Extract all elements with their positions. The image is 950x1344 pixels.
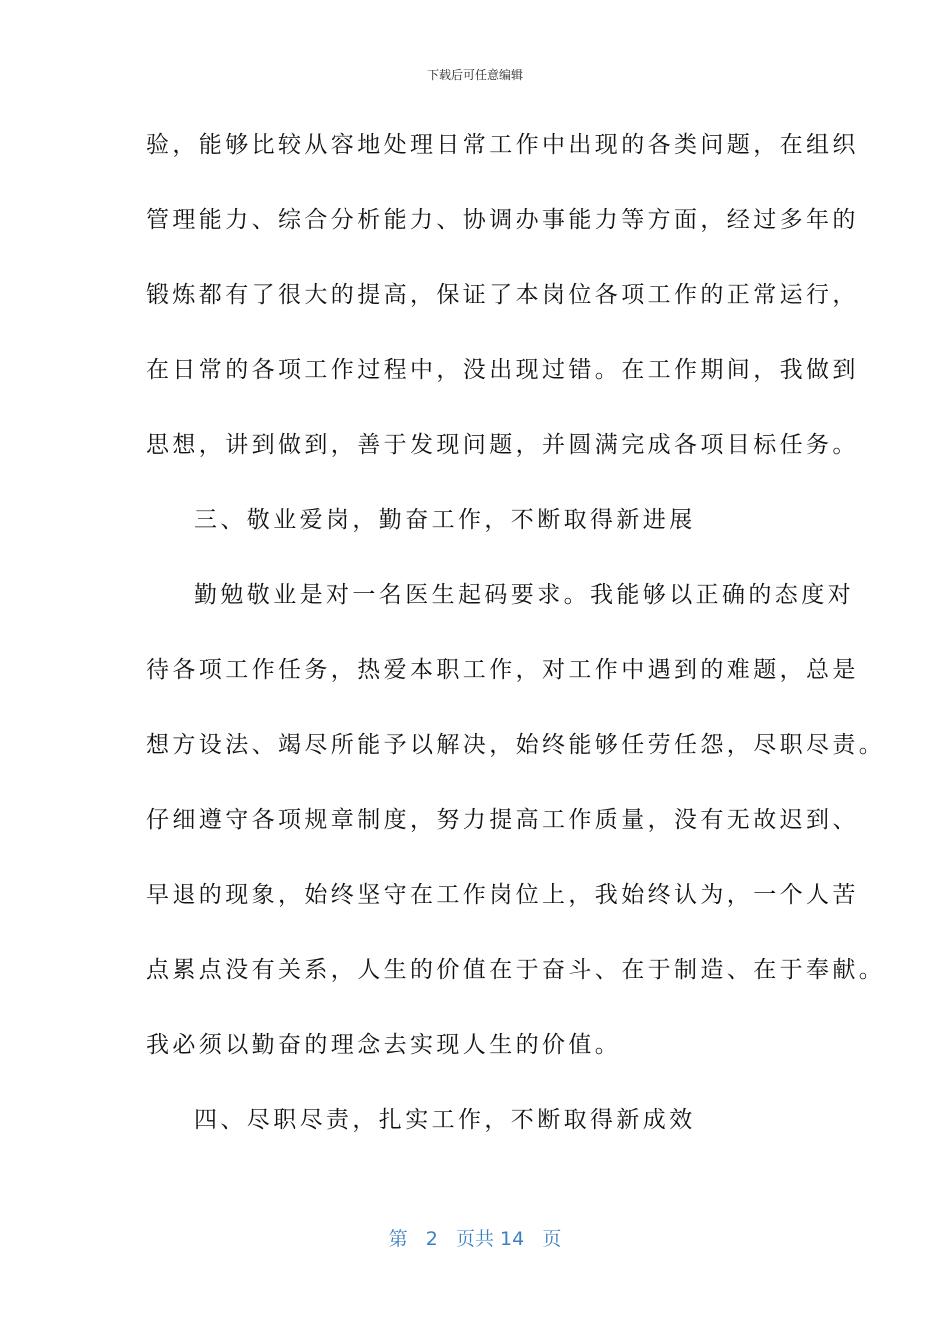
current-page-number: 2 bbox=[425, 1228, 438, 1250]
footer-suffix: 页 bbox=[542, 1228, 562, 1250]
footer-prefix: 第 bbox=[388, 1228, 408, 1250]
footer-middle: 页共 bbox=[455, 1228, 494, 1250]
page-header-note: 下载后可任意编辑 bbox=[426, 68, 523, 82]
text-line: 验，能够比较从容地处理日常工作中出现的各类问题，在组织 bbox=[146, 132, 859, 158]
text-line: 仔细遵守各项规章制度，努力提高工作质量，没有无故迟到、 bbox=[146, 807, 859, 833]
section-heading-3: 三、敬业爱岗，勤奋工作，不断取得新进展 bbox=[194, 507, 696, 533]
document-body bbox=[146, 120, 886, 1170]
text-line: 我必须以勤奋的理念去实现人生的价值。 bbox=[146, 1032, 622, 1058]
section-heading-4: 四、尽职尽责，扎实工作，不断取得新成效 bbox=[194, 1107, 696, 1133]
text-line: 想方设法、竭尽所能予以解决，始终能够任劳任怨，尽职尽责。 bbox=[146, 732, 886, 758]
text-line: 在日常的各项工作过程中，没出现过错。在工作期间，我做到 bbox=[146, 357, 859, 383]
text-line: 早退的现象，始终坚守在工作岗位上，我始终认为，一个人苦 bbox=[146, 882, 859, 908]
page-number-footer bbox=[0, 1224, 950, 1254]
total-pages-number: 14 bbox=[500, 1228, 525, 1250]
text-line: 点累点没有关系，人生的价值在于奋斗、在于制造、在于奉献。 bbox=[146, 957, 886, 983]
text-line: 思想，讲到做到，善于发现问题，并圆满完成各项目标任务。 bbox=[146, 432, 859, 458]
text-line: 勤勉敬业是对一名医生起码要求。我能够以正确的态度对 bbox=[194, 582, 854, 608]
text-line: 待各项工作任务，热爱本职工作，对工作中遇到的难题，总是 bbox=[146, 657, 859, 683]
text-line: 锻炼都有了很大的提高，保证了本岗位各项工作的正常运行， bbox=[146, 282, 859, 308]
text-line: 管理能力、综合分析能力、协调办事能力等方面，经过多年的 bbox=[146, 207, 859, 233]
